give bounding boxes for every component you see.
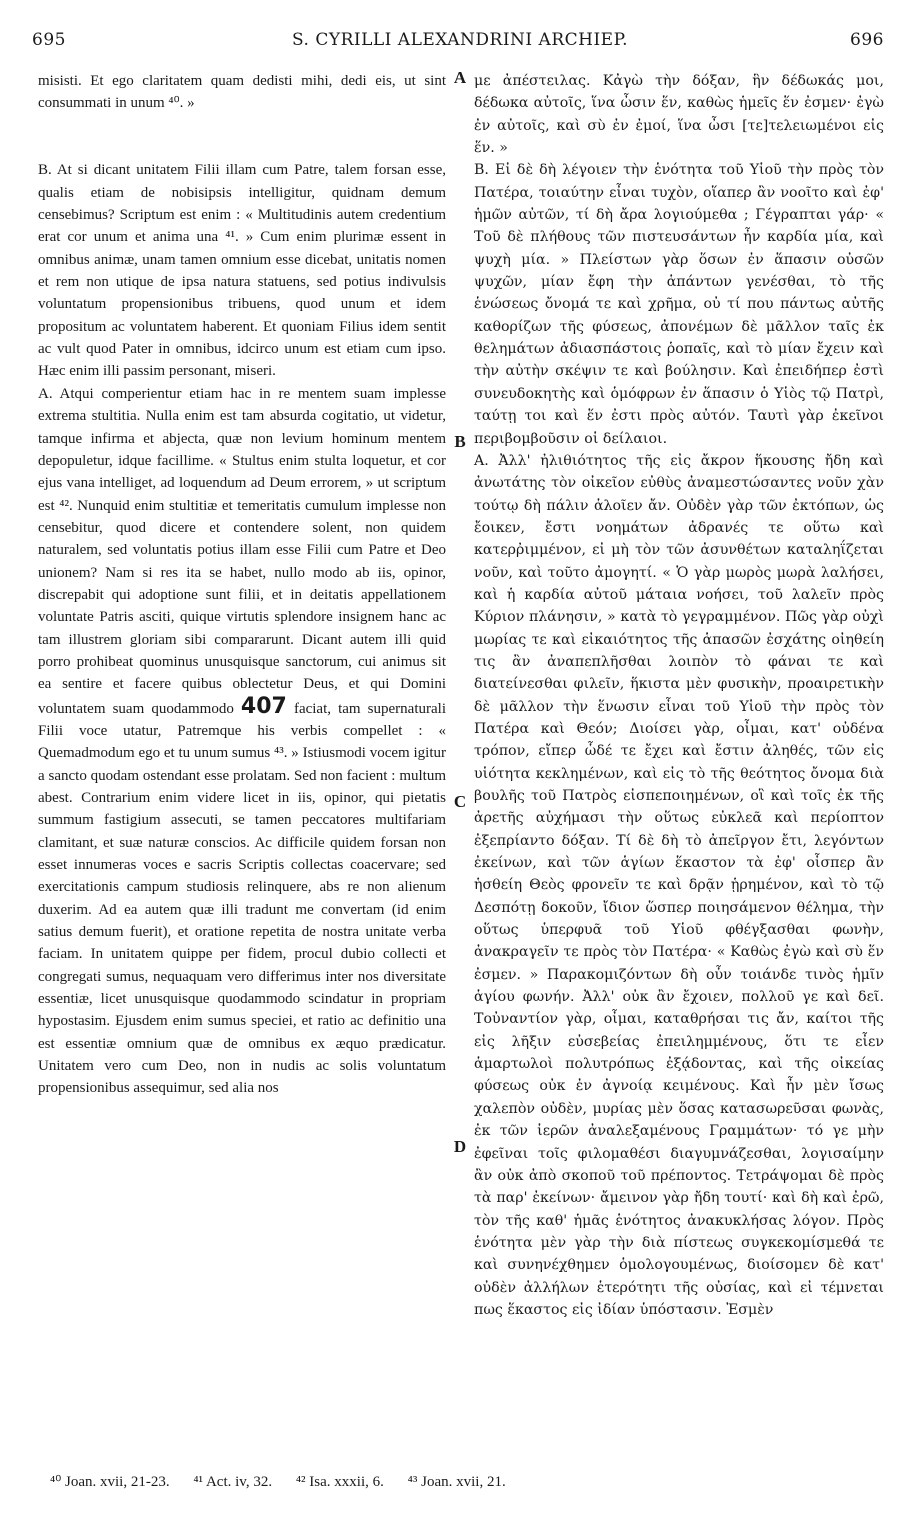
footnote-40: ⁴⁰ Joan. xvii, 21-23.	[50, 1474, 170, 1490]
page-header	[0, 30, 920, 60]
page-number-left: 695	[32, 30, 66, 50]
greek-column	[474, 70, 884, 1321]
footnote-41: ⁴¹ Act. iv, 32.	[193, 1474, 273, 1490]
greek-paragraph-1: με ἀπέστειλας. Κἀγὼ τὴν δόξαν, ἣν δέδωκάς μοι, δέδωκα αὐτοῖς, ἵνα ὦσιν ἕν, καθὼς ἡμεῖς ἕν ἐσμεν· ἐγὼ ἐν αὐτοῖς, καὶ σὺ ἐν ἐμοί, ἵνα ὦσι [τε]τελειωμένοι εἰς ἕν. »	[474, 73, 884, 157]
latin-paragraph-3	[38, 383, 446, 1100]
footnote-42: ⁴² Isa. xxxii, 6.	[295, 1474, 384, 1490]
paragraph-gap	[38, 115, 446, 160]
column-number: 407	[240, 693, 287, 719]
latin-column	[38, 70, 446, 1100]
running-title: S. CYRILLI ALEXANDRINI ARCHIEP.	[292, 30, 628, 50]
page-number-right: 696	[850, 30, 884, 50]
section-marker-c: C	[453, 792, 467, 811]
footnote-43: ⁴³ Joan. xvii, 21.	[407, 1474, 506, 1490]
latin-paragraph-3b: faciat, tam supernaturali Filii voce utatur, Patremque his verbis compellet : « Quemadmodum ego et tu unum sumus ⁴³. » Istiusmodi vocem igitur a sancto quodam ostendant esse prolatam. Sed non facient : multum abest. Contrarium enim videre licet in iis, opinor, qui pietatis summum fastigium assecuti, se tamen peccatores multifariam clamitant, et suæ naturæ conscios. Ac difficile quidem forsan non esset innumeras voces e sacris Scriptis collectas coacervare; sed exercitationis campum studiosis relinquere, abs re non alienum duxerim. Ad ea autem quæ illi tradunt me convertam (id enim satius demum fuerit), et oratione repetita de nostra unitate verba faciam. In unitatem quippe per fidem, procul dubio collecti et congregati sumus, nequaquam vero differimus inter nos diversitate essentiæ, licet unusquisque quodammodo scindatur in propriam hypostasim. Ejusdem enim sumus speciei, et ratio ac definitio una est essentiæ omnium quæ de omnibus ex æquo prædicatur. Unitatem vero cum Deo, non in nudis ac solis voluntatum propensionibus assequimur, sed alia nos	[38, 700, 446, 1097]
greek-paragraph-2: B. Εἰ δὲ δὴ λέγοιεν τὴν ἑνότητα τοῦ Υἱοῦ τὴν πρὸς τὸν Πατέρα, τοιαύτην εἶναι τυχὸν, οἵαπερ ἂν νοοῖτο καὶ ἐφ' ἡμῶν αὐτῶν, τί δὴ ἄρα λογιούμεθα ; Γέγραπται γάρ· « Τοῦ δὲ πλήθους τῶν πιστευσάντων ἦν καρδία μία, καὶ ψυχὴ μία. » Πλείστων γὰρ ὅσων ἐν ἅπασιν οὐσῶν ψυχῶν, μίαν ἔφη τὴν ἁπάντων γενέσθαι, τὸ τῆς ἑνώσεως ὄνομά τε καὶ χρῆμα, οὐ τί που πάντως αὐτῆς καθορίζων τῆς φύσεως, ἀπονέμων δὲ μᾶλλον ταῖς ἐκ θελημάτων ἀδιασπάστοις ῥοπαῖς, καὶ τὸ μίαν ἔχειν καὶ τὴν αὐτὴν σκέψιν τε καὶ βούλησιν. Καὶ ἐπειδήπερ ἐστὶ συνευδοκητὴς καὶ ὁμόφρων ἐν ἅπασιν ὁ Υἱὸς τῷ Πατρὶ, ταύτῃ τοι καὶ ἕν ἐστι πρὸς αὐτόν. Ταυτὶ γὰρ ἐκεῖνοι περιβομβοῦσιν οἱ δείλαιοι.	[474, 162, 884, 447]
section-marker-b: B	[454, 432, 466, 451]
footnotes	[50, 1472, 880, 1491]
latin-paragraph-1: misisti. Et ego claritatem quam dedisti mihi, dedi eis, ut sint consummati in unum ⁴⁰. »	[38, 73, 446, 112]
section-marker-a: A	[453, 68, 467, 87]
latin-paragraph-2: B. At si dicant unitatem Filii illam cum Patre, talem forsan esse, qualis etiam de nobisipsis intelligitur, quidnam demum censebimus? Scriptum est enim : « Multitudinis autem credentium erat cor unum et anima una ⁴¹. » Cum enim plurimæ essent in omnibus animæ, unam tamen omnium esse dicebat, unitatis nomen et rem non utique de ipsa natura statuens, sed potius indivulsis voluntatum propensionibus tribuens, quod unum et idem propositum ac voluntatem haberent. Et quoniam Filius idem sentit ac vult quod Pater in omnibus, idcirco unum est etiam cum ipso. Hæc enim illi passim personant, miseri.	[38, 162, 446, 380]
greek-paragraph-3: A. Ἀλλ' ἠλιθιότητος τῆς εἰς ἄκρον ἥκουσης ἤδη καὶ ἀνωτάτης τὸν οἰκεῖον εὐθὺς ἀναμεστώσαντες νοῦν χὰν τούτῳ δὴ πάλιν ἁλοῖεν ἄν. Οὐδὲν γὰρ τῶν ἐκτόπων, ὡς ἔοικεν, ἔστι νοημάτων ἀδρανές τε οὕτω καὶ κατερῤιμμένον, εἰ μὴ τὸν τῶν ἀσυνθέτων καταληΐζεται νοῦν, καὶ τοῦτο ἀμογητί. « Ὁ γὰρ μωρὸς μωρὰ λαλήσει, καὶ ἡ καρδία αὐτοῦ μάταια νοήσει, τοῦ λαλεῖν πρὸς Κύριον πλάνησιν, » κατὰ τὸ γεγραμμένον. Πῶς γὰρ οὐχὶ μωρίας τε καὶ εἰκαιότητος τῆς ἁπασῶν ἐσχάτης οἰηθείη τις ἂν ἀναπεπλῆσθαι λοιπὸν τὸ φάναι τε καὶ διατείνεσθαι φιλεῖν, ἥκιστα μὲν φυσικὴν, προαιρετικὴν δὲ μᾶλλον τὴν ἕνωσιν εἶναι τοῦ Υἱοῦ τὴν πρὸς τὸν Πατέρα καὶ Θεόν; Διοίσει γὰρ, οἶμαι, κατ' οὐδένα τρόπον, εἴπερ ὧδέ τε ἔχει καὶ ἔστιν ἀληθές, τῶν εἰς υἱότητα κεκλημένων, καὶ εἰς τὸ τῆς θεότητος ὄνομα διὰ βουλῆς τοῦ Πατρὸς εἰσπεποιημένων, οἳ καὶ τοῖς ἐκ τῆς ἀρετῆς αὐχήμασι τὴν οὕτως εὐκλεᾶ καὶ περίοπτον ἐξεπρίαντο δόξαν. Τί δὲ δὴ τὸ ἀπεῖργον ἔτι, λεγόντων ἐκείνων, καὶ τῶν ἁγίων ἕκαστον τὰ ἐφ' οἷσπερ ἂν ἡσθείη Θεὸς φρονεῖν τε καὶ δρᾷν ᾑρημένον, καὶ τὸ τῷ Δεσπότῃ δοκοῦν, ἴδιον ὥσπερ ποιησάμενον θέλημα, τὴν οὕτως ὑπερφυᾶ τοῦ Υἱοῦ φθέγξασθαι φωνὴν, ἀνακραγεῖν τε πρὸς τὸν Πατέρα· « Καθὼς ἐγὼ καὶ σὺ ἕν ἐσμεν. » Παρακομιζόντων δὴ οὖν τοιάνδε τινὸς ἡμῖν ἁγίου φωνήν. Ἀλλ' οὐκ ἂν ἔχοιεν, πολλοῦ γε καὶ δεῖ. Τοὐναντίον γὰρ, οἶμαι, καταθρήσαι τις ἄν, καίτοι τῆς εἰς λῆξιν εὐσεβείας ἐπειλημμένους, ὅτι τε εἶεν ἁμαρτωλοὶ πολυτρόπως ἐξᾴδοντας, καὶ τῆς οἰκείας φύσεως οὐκ ἐν ἀγνοίᾳ κειμένους. Καὶ ἦν μὲν ἴσως χαλεπὸν οὐδὲν, μυρίας μὲν ὅσας κατασωρεῦσαι φωνὰς, ἐκ τῶν ἱερῶν ἀναλεξαμένους Γραμμάτων· τό γε μὴν ἐφεῖναι τοῖς φιλομαθέσι διαγυμνάζεσθαι, λογισαίμην ἂν οὐκ ἀπὸ σκοποῦ τοῦ πρέποντος. Τετράψομαι δὲ πρὸς τὰ παρ' ἐκείνων· ἄμεινον γὰρ ἤδη τουτί· καὶ δὴ καὶ ἐρῶ, τὸν τῆς καθ' ἡμᾶς ἑνότητος ἀνακυκλήσας λόγον. Πρὸς ἑνότητα μὲν γὰρ τὴν διὰ πίστεως συγκεκομίσμεθά τε καὶ συνηνέχθημεν ὁμολογουμένως, διοίσομεν δὲ κατ' οὐδὲν ἀλλήλων ἑτερότητι τῆς οὐσίας, καὶ εἰ τέμνεται πως ἕκαστος εἰς ἰδίαν ὑπόστασιν. Ἐσμὲν	[474, 452, 884, 1318]
section-marker-d: D	[453, 1137, 467, 1156]
latin-paragraph-3a: A. Atqui comperientur etiam hac in re mentem suam implesse extrema stultitia. Nulla enim est tam absurda cogitatio, ut videtur, tamque infirma et abjecta, quæ non levium hominum mentem depopuletur, idque facillime. « Stultus enim stulta loquetur, et cor ejus vana intelliget, ad loquendum ad Deum errorem, » ut scriptum est ⁴². Nunquid enim stultitiæ et temeritatis cumulum implesse non censebitur, quod dicere et contendere solent, non quidem naturalem, sed voluntatis potius illam esse Filii cum Patre et Deo unionem? Nam si res ita se habet, nullo modo ab iis, opinor, discrepabit qui adoptione sunt filii, et in deitatis appellationem voluntate Patris asciti, quique virtutis splendore insignem hanc ac tam illustrem gloriam sibi compararunt. Dicant autem illi quid porro prohibeat quominus unusquisque sanctorum, cui animus sit ea sentire et facere quibus oblectetur Deus, et qui Domini voluntatem suam quodammodo	[38, 385, 446, 717]
